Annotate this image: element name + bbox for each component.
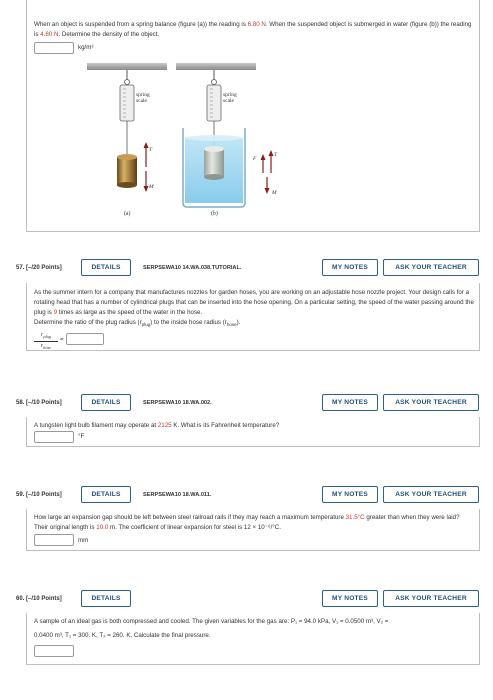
q60-number: 60. [–/10 Points] [16,596,62,602]
q58-details-button[interactable]: DETAILS [81,394,131,411]
q58-ask-teacher-button[interactable]: ASK YOUR TEACHER [383,394,479,411]
density-answer-input[interactable] [34,42,74,54]
q59-code: SERPSEWA10 18.WA.011. [143,492,212,498]
q57-code: SERPSEWA10 14.WA.038.TUTORIAL. [143,265,242,271]
q60-details-button[interactable]: DETAILS [81,590,131,607]
q57-text: As the summer intern for a company that manufactures nozzles for garden hoses, you are working on an adjustable hose nozzle project. Your design calls for a rotating head that has a number of cylindrical plugs that can be inserted into the hose opening. On a particular setting, the speed of the water passing around the plug is 9 times as large as the speed of the water in the hose. Determine the ratio of the plug radius $(r_{plug})$ to the inside hose radius $(r_{hose})$. [34,289,474,328]
q58-code: SERPSEWA10 18.WA.002. [143,400,212,406]
q57-details-button[interactable]: DETAILS [81,259,131,276]
plug-hose-ratio-fraction: $r_{plug}$ $r_{hose}$ [34,331,58,352]
final-pressure-answer-input[interactable] [34,645,74,657]
q58-text: A tungsten light bulb filament may operate at 2125 K. What is its Fahrenheit temperature? [34,422,280,429]
spring-scale-figure [0,55,493,235]
q59-ask-teacher-button[interactable]: ASK YOUR TEACHER [383,486,479,503]
spring-scale-a [120,85,134,121]
q57-my-notes-button[interactable]: MY NOTES [322,259,378,276]
weight-label-b: M [272,190,277,196]
q60-ask-teacher-button[interactable]: ASK YOUR TEACHER [383,590,479,607]
tension-label-b: T [274,152,278,158]
density-unit: kg/m³ [78,44,94,51]
tension-label-a: T [149,147,153,153]
q60-text-line-2: 0.0400 m³, T₁ = 300. K, T₂ = 260. K. Calculate the final pressure. [34,632,211,639]
q59-details-button[interactable]: DETAILS [81,486,131,503]
caption-b: (b) [211,211,218,217]
q57-number: 57. [–/20 Points] [16,265,62,271]
q58-number: 58. [–/10 Points] [16,400,62,406]
expansion-gap-answer-input[interactable] [34,534,74,546]
ceiling-b [176,63,256,70]
fahrenheit-answer-input[interactable] [34,431,74,443]
q60-text-line-1: A sample of an ideal gas is both compressed and cooled. The given variables for the gas are: P₁ = 94.0 kPa, V₁ = 0.0500 m³, V₂ = [34,618,389,625]
object-a [117,157,137,185]
scale-label-a1: spring [136,92,150,98]
caption-a: (a) [124,211,131,217]
q57-equals: = [60,336,64,343]
q60-my-notes-button[interactable]: MY NOTES [322,590,378,607]
q59-my-notes-button[interactable]: MY NOTES [322,486,378,503]
spring-scale-b [207,85,221,121]
buoyant-label: F [253,156,257,162]
scale-label-b1: spring [223,92,237,98]
scale-label-a2: scale [136,98,147,104]
q59-text: How large an expansion gap should be left between steel railroad rails if they may reach a maximum temperature 31.5°C greater than when they were laid? Their original length is 10.0 m. The coefficient of linear expansion for steel is 12 × 10⁻⁶/°C. [34,514,460,531]
ceiling-a [87,63,167,70]
q58-my-notes-button[interactable]: MY NOTES [322,394,378,411]
expansion-gap-unit: mm [78,537,89,544]
scale-label-b2: scale [223,98,234,104]
question-56-text: When an object is suspended from a spring balance (figure (a)) the reading is 6.80 N. When the suspended object is submerged in water (figure (b)) the reading is 4.80 N. Determine the density of the object. [34,21,472,38]
weight-label-a: M [149,184,154,190]
ratio-answer-input[interactable] [66,333,104,345]
object-b [204,149,224,177]
q59-number: 59. [–/10 Points] [16,492,62,498]
q57-ask-teacher-button[interactable]: ASK YOUR TEACHER [383,259,479,276]
fahrenheit-unit: °F [78,433,85,440]
